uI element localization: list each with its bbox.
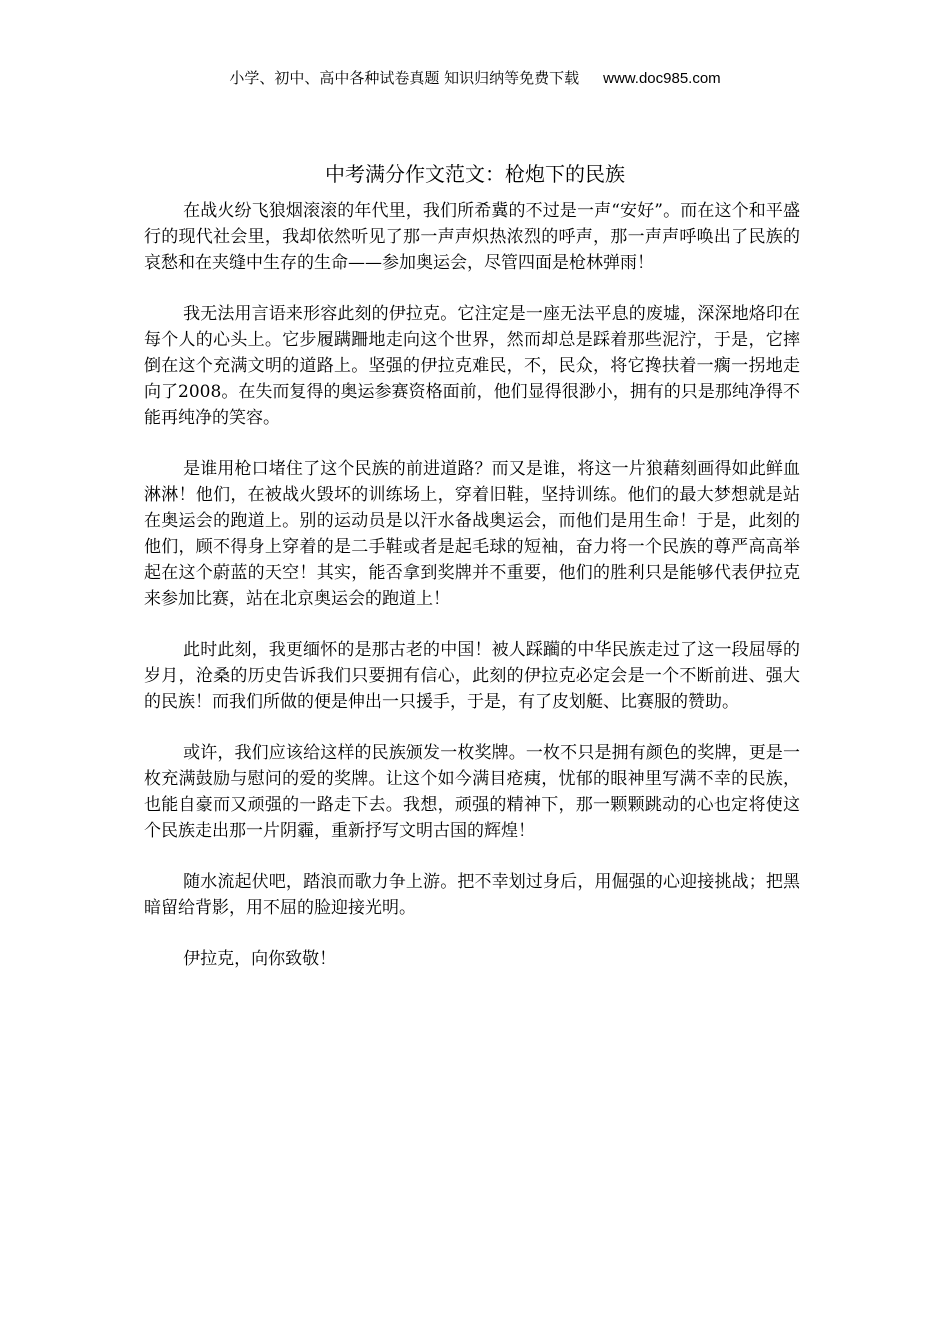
paragraph: 是谁用枪口堵住了这个民族的前进道路？而又是谁，将这一片狼藉刻画得如此鲜血淋淋！他们，在被战火毁坏的训练场上，穿着旧鞋，坚持训练。他们的最大梦想就是站在奥运会的跑道上。别的运动员是以汗水备战奥运会，而他们是用生命！于是，此刻的他们，顾不得身上穿着的是二手鞋或者是起毛球的短袖，奋力将一个民族的尊严高高举起在这个蔚蓝的天空！其实，能否拿到奖牌并不重要，他们的胜利只是能够代表伊拉克来参加比赛，站在北京奥运会的跑道上！ bbox=[144, 459, 800, 609]
document-title: 中考满分作文范文：枪炮下的民族 bbox=[325, 162, 625, 186]
page-header bbox=[0, 66, 950, 91]
header-site-url: www.doc985.com bbox=[603, 70, 721, 87]
paragraph: 随水流起伏吧，踏浪而歌力争上游。把不幸划过身后，用倔强的心迎接挑战；把黑暗留给背影，用不屈的脸迎接光明。 bbox=[144, 872, 800, 918]
paragraph: 此时此刻，我更缅怀的是那古老的中国！被人踩躏的中华民族走过了这一段屈辱的岁月，沧桑的历史告诉我们只要拥有信心，此刻的伊拉克必定会是一个不断前进、强大的民族！而我们所做的便是伸出一只援手，于是，有了皮划艇、比赛服的赞助。 bbox=[144, 640, 800, 712]
paragraph: 我无法用言语来形容此刻的伊拉克。它注定是一座无法平息的废墟，深深地烙印在每个人的心头上。它步履蹒跚地走向这个世界，然而却总是踩着那些泥泞，于是，它摔倒在这个充满文明的道路上。坚强的伊拉克难民，不，民众，将它搀扶着一瘸一拐地走向了2008。在失而复得的奥运参赛资格面前，他们显得很渺小，拥有的只是那纯净得不能再纯净的笑容。 bbox=[144, 304, 800, 428]
document-body bbox=[144, 198, 800, 997]
paragraph: 或许，我们应该给这样的民族颁发一枚奖牌。一枚不只是拥有颜色的奖牌，更是一枚充满鼓励与慰问的爱的奖牌。让这个如今满目疮痍，忧郁的眼神里写满不幸的民族，也能自豪而又顽强的一路走下去。我想，顽强的精神下，那一颗颗跳动的心也定将使这个民族走出那一片阴霾，重新抒写文明古国的辉煌！ bbox=[144, 743, 800, 841]
paragraph: 在战火纷飞狼烟滚滚的年代里，我们所希冀的不过是一声“安好”。而在这个和平盛行的现代社会里，我却依然听见了那一声声炽热浓烈的呼声，那一声声呼唤出了民族的哀愁和在夹缝中生存的生命——参加奥运会，尽管四面是枪林弹雨！ bbox=[144, 201, 800, 273]
paragraph: 伊拉克，向你致敬！ bbox=[183, 949, 337, 969]
header-tagline: 小学、初中、高中各种试卷真题 知识归纳等免费下载 bbox=[229, 69, 580, 87]
